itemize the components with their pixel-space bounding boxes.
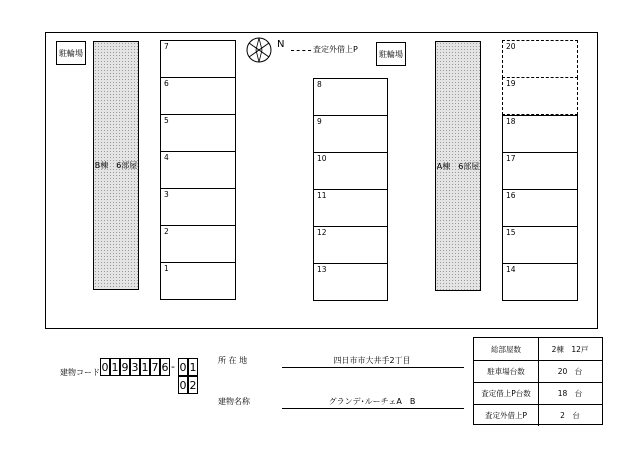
building-a-label: A棟 6部屋 [436,161,480,171]
summary-key: 駐車場台数 [474,360,539,382]
summary-row [474,382,602,405]
parking-stall-14: 14 [502,263,578,301]
code-digit: 1 [110,358,120,376]
parking-stall-17: 17 [502,152,578,190]
parking-stall-3: 3 [160,188,236,226]
north-arrow-icon [245,33,295,73]
summary-value: 20 台 [557,366,583,376]
building-name-underline [282,408,464,409]
building-code-label: 建物コード [60,368,100,377]
address-underline [282,367,464,368]
summary-row [474,360,602,383]
parking-stall-20-offsite: 20 [502,40,578,78]
offsite-parking-label: 査定外借上P [313,45,358,54]
summary-row [474,338,602,361]
code-digit: 9 [120,358,130,376]
summary-row [474,404,602,426]
summary-key: 総部屋数 [474,338,539,360]
code-suffix-digit: 1 [188,358,198,376]
parking-stall-4: 4 [160,151,236,189]
parking-stall-10: 10 [313,152,388,190]
parking-stall-1: 1 [160,262,236,300]
code-digit: 6 [160,358,170,376]
code-suffix-digit: 0 [178,358,188,376]
summary-value: 18 台 [557,388,583,398]
address-value: 四日市市大井手2丁目 [333,356,411,365]
bike-parking-left [56,41,86,65]
parking-stall-16: 16 [502,189,578,227]
parking-stall-2: 2 [160,225,236,263]
building-a [435,41,481,291]
summary-key: 査定外借上P [474,404,539,426]
parking-stall-7: 7 [160,40,236,78]
parking-stall-15: 15 [502,226,578,264]
summary-value: 2棟 12戸 [551,344,589,354]
address-label: 所 在 地 [218,356,248,365]
parking-stall-6: 6 [160,77,236,115]
parking-stall-13: 13 [313,263,388,301]
parking-stall-5: 5 [160,114,236,152]
code-digit: 0 [100,358,110,376]
code-suffix-digit: 2 [188,376,198,394]
bike-parking-left-label: 駐輪場 [59,48,83,58]
bike-parking-right [376,42,406,66]
building-name-label: 建物名称 [218,397,250,406]
parking-stall-19-offsite: 19 [502,77,578,115]
summary-value: 2 台 [560,410,580,420]
parking-stall-9: 9 [313,115,388,153]
parking-stall-8: 8 [313,78,388,116]
code-digit: 7 [150,358,160,376]
building-b-label: B棟 6部屋 [94,161,138,170]
code-digit: 3 [130,358,140,376]
offsite-leader-line [291,50,311,51]
north-mark: N [277,39,285,50]
code-digit: 1 [140,358,150,376]
building-name-value: グランデ･ルーチェA B [328,397,416,406]
code-suffix-digit: 0 [178,376,188,394]
summary-table [473,337,603,425]
parking-stall-11: 11 [313,189,388,227]
code-dash: - [171,360,175,373]
building-b [93,41,139,290]
parking-stall-18: 18 [502,115,578,153]
parking-stall-12: 12 [313,226,388,264]
bike-parking-right-label: 駐輪場 [379,49,403,59]
summary-key: 査定借上P台数 [474,382,539,404]
